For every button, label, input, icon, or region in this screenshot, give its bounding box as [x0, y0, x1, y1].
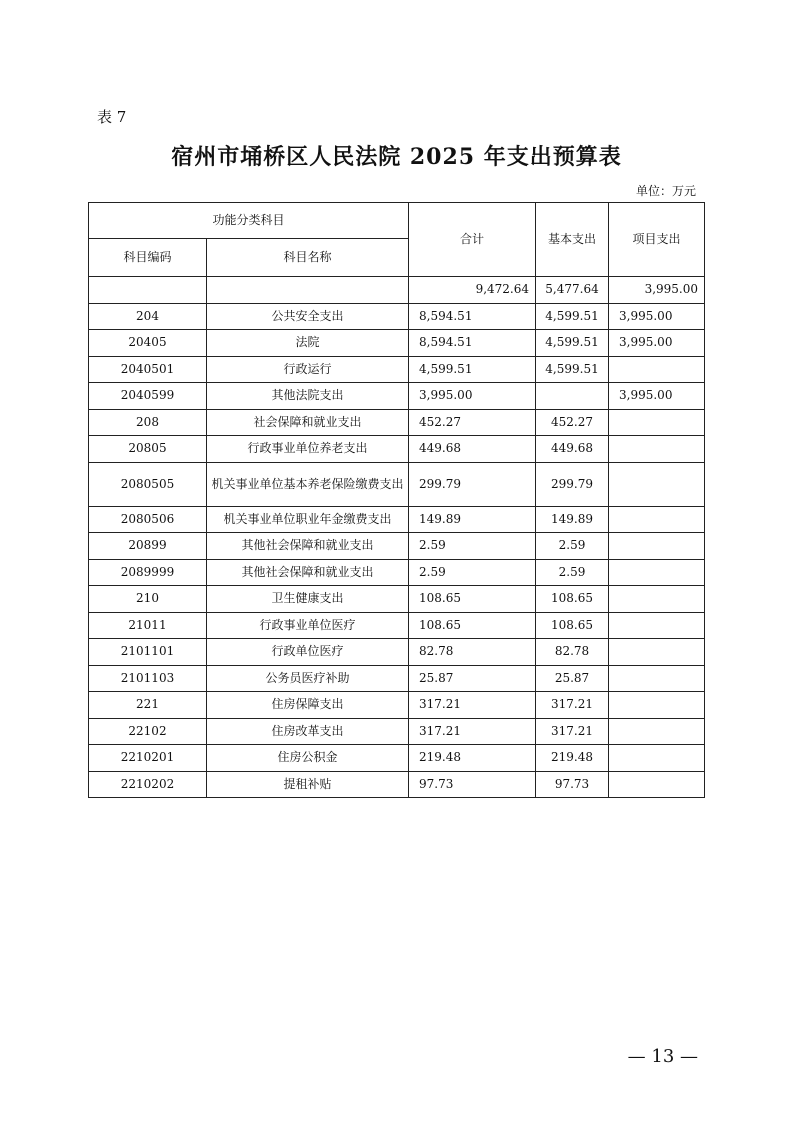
- row-code: 2080506: [89, 506, 207, 533]
- row-project: [609, 506, 705, 533]
- row-name: 住房保障支出: [207, 692, 409, 719]
- row-total: 2.59: [409, 533, 536, 560]
- table-row: [89, 639, 705, 666]
- row-name: 公务员医疗补助: [207, 665, 409, 692]
- row-basic: 4,599.51: [536, 303, 609, 330]
- table-row: [89, 303, 705, 330]
- row-name: 其他法院支出: [207, 383, 409, 410]
- row-name: 社会保障和就业支出: [207, 409, 409, 436]
- row-basic: 5,477.64: [536, 277, 609, 304]
- table-label: 表 7: [97, 108, 127, 126]
- row-code: 22102: [89, 718, 207, 745]
- table-row: [89, 771, 705, 798]
- row-total: 108.65: [409, 586, 536, 613]
- row-basic: 97.73: [536, 771, 609, 798]
- row-name: 行政事业单位医疗: [207, 612, 409, 639]
- row-basic: 219.48: [536, 745, 609, 772]
- row-name: 住房改革支出: [207, 718, 409, 745]
- row-total: 8,594.51: [409, 330, 536, 357]
- row-code: 2210201: [89, 745, 207, 772]
- table-row: [89, 277, 705, 304]
- row-total: 149.89: [409, 506, 536, 533]
- row-total: 4,599.51: [409, 356, 536, 383]
- row-name: 其他社会保障和就业支出: [207, 533, 409, 560]
- row-basic: 449.68: [536, 436, 609, 463]
- header-name: 科目名称: [207, 239, 409, 277]
- page-title: 宿州市埇桥区人民法院 2025 年支出预算表: [171, 144, 622, 170]
- row-code: 20405: [89, 330, 207, 357]
- row-project: [609, 533, 705, 560]
- row-name: 法院: [207, 330, 409, 357]
- row-code: 2210202: [89, 771, 207, 798]
- row-total: 25.87: [409, 665, 536, 692]
- row-total: 9,472.64: [409, 277, 536, 304]
- row-project: [609, 692, 705, 719]
- row-project: [609, 409, 705, 436]
- table-row: [89, 409, 705, 436]
- header-total: 合计: [409, 203, 536, 277]
- row-basic: 299.79: [536, 462, 609, 506]
- row-name: 卫生健康支出: [207, 586, 409, 613]
- row-project: 3,995.00: [609, 277, 705, 304]
- row-total: 3,995.00: [409, 383, 536, 410]
- row-total: 219.48: [409, 745, 536, 772]
- row-basic: 452.27: [536, 409, 609, 436]
- row-code: [89, 277, 207, 304]
- row-code: 2040501: [89, 356, 207, 383]
- row-name: 行政运行: [207, 356, 409, 383]
- row-project: 3,995.00: [609, 330, 705, 357]
- row-total: 8,594.51: [409, 303, 536, 330]
- row-project: 3,995.00: [609, 383, 705, 410]
- row-code: 20805: [89, 436, 207, 463]
- row-name: 公共安全支出: [207, 303, 409, 330]
- header-project: 项目支出: [609, 203, 705, 277]
- table-row: [89, 559, 705, 586]
- row-total: 299.79: [409, 462, 536, 506]
- table-row: [89, 506, 705, 533]
- row-basic: 108.65: [536, 612, 609, 639]
- row-name: 提租补贴: [207, 771, 409, 798]
- row-total: 97.73: [409, 771, 536, 798]
- row-name: 其他社会保障和就业支出: [207, 559, 409, 586]
- row-basic: 149.89: [536, 506, 609, 533]
- row-basic: 25.87: [536, 665, 609, 692]
- table-row: [89, 612, 705, 639]
- row-code: 21011: [89, 612, 207, 639]
- row-total: 108.65: [409, 612, 536, 639]
- row-basic: [536, 383, 609, 410]
- row-name: 行政事业单位养老支出: [207, 436, 409, 463]
- row-code: 2089999: [89, 559, 207, 586]
- table-row: [89, 533, 705, 560]
- table-row: [89, 665, 705, 692]
- row-code: 210: [89, 586, 207, 613]
- budget-table: [88, 202, 705, 798]
- row-code: 20899: [89, 533, 207, 560]
- table-row: [89, 586, 705, 613]
- row-code: 221: [89, 692, 207, 719]
- row-basic: 2.59: [536, 533, 609, 560]
- unit-label: 单位：万元: [635, 184, 696, 198]
- row-total: 317.21: [409, 692, 536, 719]
- row-total: 452.27: [409, 409, 536, 436]
- row-name: 住房公积金: [207, 745, 409, 772]
- row-code: 2080505: [89, 462, 207, 506]
- row-code: 2101103: [89, 665, 207, 692]
- table-row: [89, 356, 705, 383]
- row-basic: 4,599.51: [536, 330, 609, 357]
- table-row: [89, 330, 705, 357]
- header-group: 功能分类科目: [89, 203, 409, 239]
- row-name: 行政单位医疗: [207, 639, 409, 666]
- table-row: [89, 462, 705, 506]
- row-basic: 4,599.51: [536, 356, 609, 383]
- row-project: [609, 665, 705, 692]
- row-project: [609, 771, 705, 798]
- row-project: [609, 639, 705, 666]
- page-number: — 13 —: [627, 1046, 698, 1067]
- row-project: [609, 718, 705, 745]
- row-total: 82.78: [409, 639, 536, 666]
- header-code: 科目编码: [89, 239, 207, 277]
- row-basic: 108.65: [536, 586, 609, 613]
- row-project: 3,995.00: [609, 303, 705, 330]
- table-row: [89, 718, 705, 745]
- row-project: [609, 436, 705, 463]
- row-project: [609, 612, 705, 639]
- row-total: 2.59: [409, 559, 536, 586]
- row-name: [207, 277, 409, 304]
- row-code: 2040599: [89, 383, 207, 410]
- row-code: 2101101: [89, 639, 207, 666]
- row-code: 208: [89, 409, 207, 436]
- row-project: [609, 559, 705, 586]
- row-name: 机关事业单位职业年金缴费支出: [207, 506, 409, 533]
- row-total: 449.68: [409, 436, 536, 463]
- row-total: 317.21: [409, 718, 536, 745]
- row-basic: 317.21: [536, 718, 609, 745]
- row-basic: 82.78: [536, 639, 609, 666]
- table-row: [89, 745, 705, 772]
- row-project: [609, 745, 705, 772]
- row-project: [609, 586, 705, 613]
- row-project: [609, 356, 705, 383]
- table-row: [89, 692, 705, 719]
- row-project: [609, 462, 705, 506]
- header-basic: 基本支出: [536, 203, 609, 277]
- row-code: 204: [89, 303, 207, 330]
- table-row: [89, 383, 705, 410]
- table-row: [89, 436, 705, 463]
- row-basic: 2.59: [536, 559, 609, 586]
- row-basic: 317.21: [536, 692, 609, 719]
- row-name: 机关事业单位基本养老保险缴费支出: [207, 462, 409, 506]
